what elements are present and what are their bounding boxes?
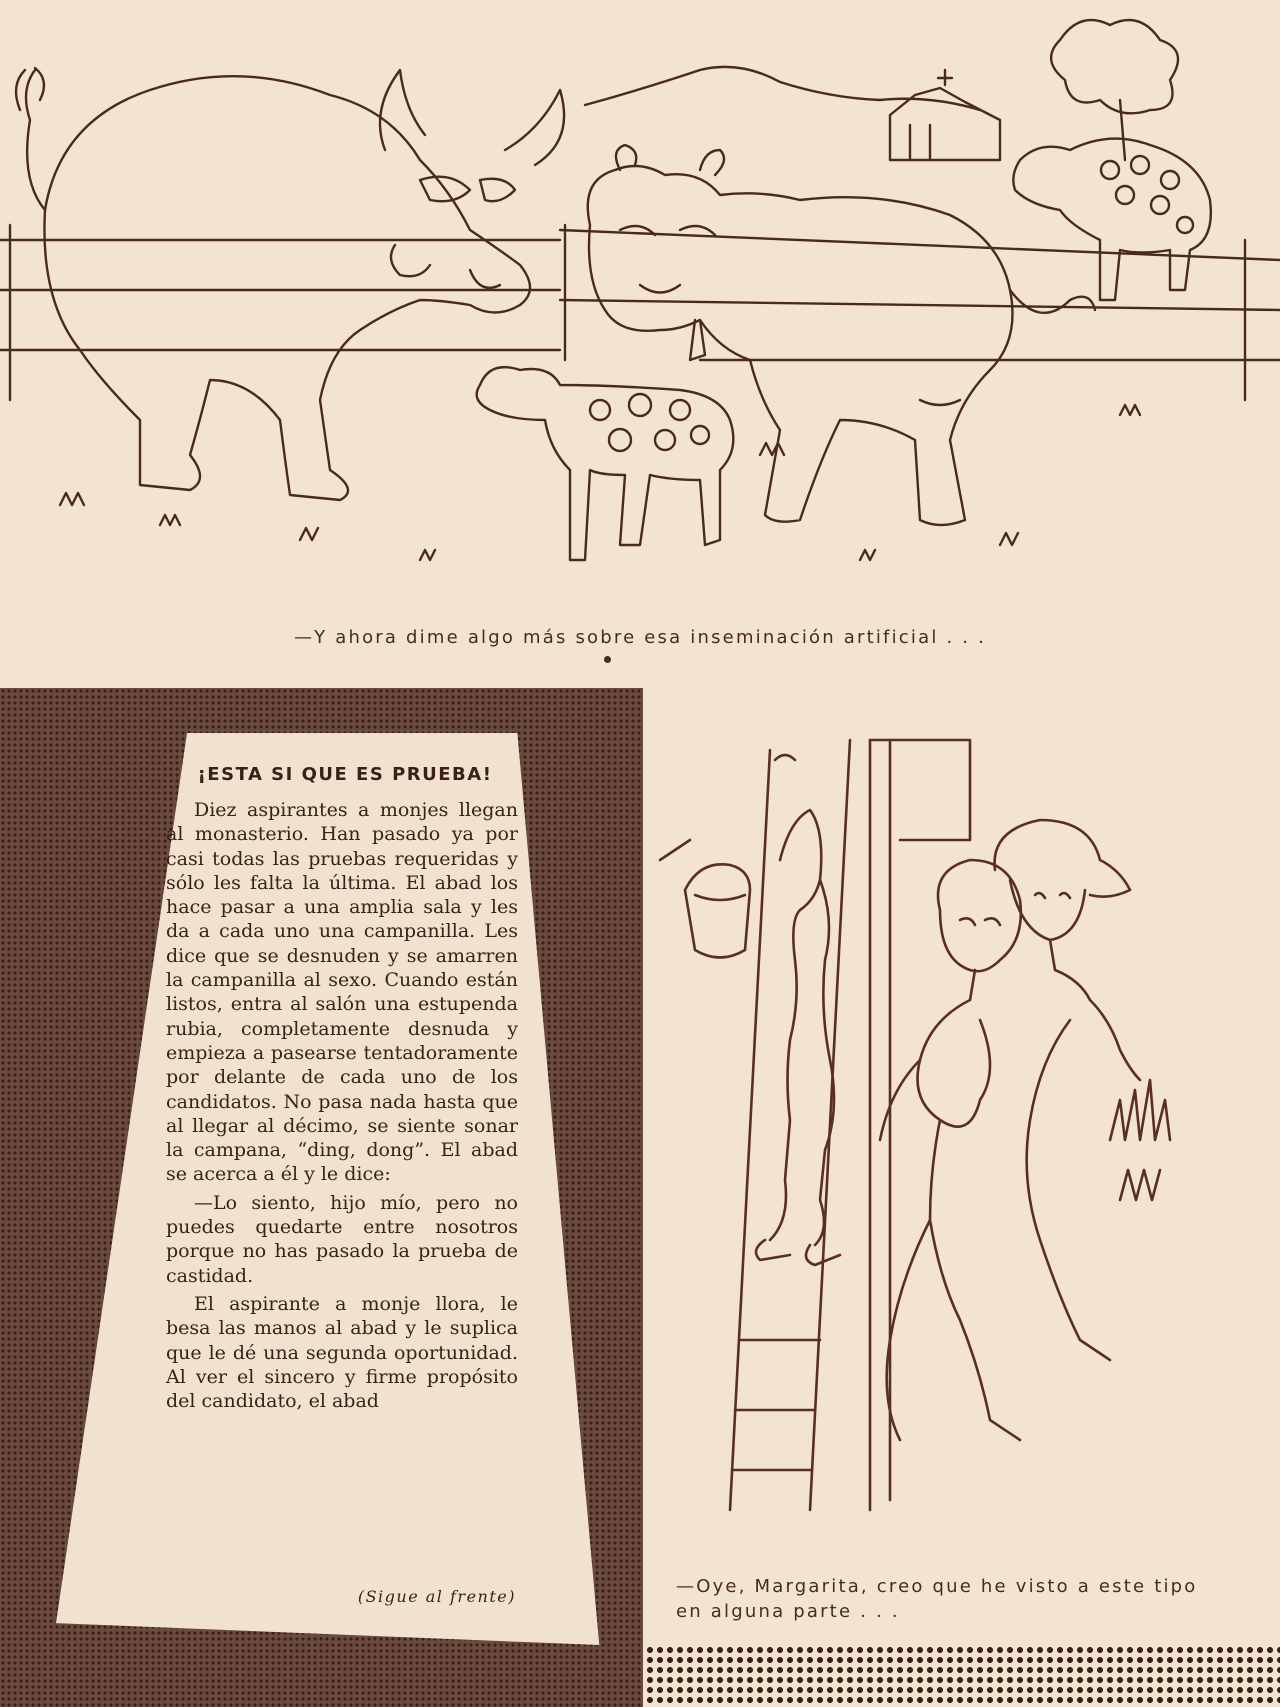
story-paragraph: Diez aspirantes a monjes llegan al monasterio. Han pasado ya por casi todas las pruebas requeridas y sólo les falta la última. El abad los hace pasar a una amplia sala y les da a cada uno una campanilla. Les dice que se desnuden y se amarren la campanilla al sexo. Cuando están listos, entra al salón una estupenda rubia, completamente desnuda y empieza a pasearse tentadoramente por delante de cada uno de los candidatos. No pasa nada hasta que al llegar al décimo, se siente sonar la campana, “ding, dong”. El abad se acerca a él y le dice: — [166, 799, 518, 1186]
right-cartoon-caption: —Oye, Margarita, creo que he visto a este tipo en alguna parte . . . — [676, 1576, 1198, 1622]
story-title: ¡ESTA SI QUE ES PRUEBA! — [197, 764, 493, 785]
halftone-dot-strip — [645, 1645, 1280, 1707]
top-cartoon-caption: —Y ahora dime algo más sobre esa inseminación artificial . . . — [293, 627, 987, 648]
story-body — [166, 798, 518, 1417]
continued-note: (Sigue al frente) — [357, 1587, 516, 1606]
farm-cartoon-illustration — [0, 0, 1280, 600]
separator-dot — [604, 656, 611, 663]
story-paragraph: —Lo siento, hijo mío, pero no puedes quedarte entre nosotros porque no has pasado la prueba de castidad. — [166, 1191, 518, 1287]
ladder-cartoon-illustration — [640, 720, 1280, 1540]
story-paragraph: El aspirante a monje llora, le besa las manos al abad y le suplica que le dé una segunda oportunidad. Al ver el sincero y firme propósito del candidato, el abad — [166, 1292, 518, 1413]
